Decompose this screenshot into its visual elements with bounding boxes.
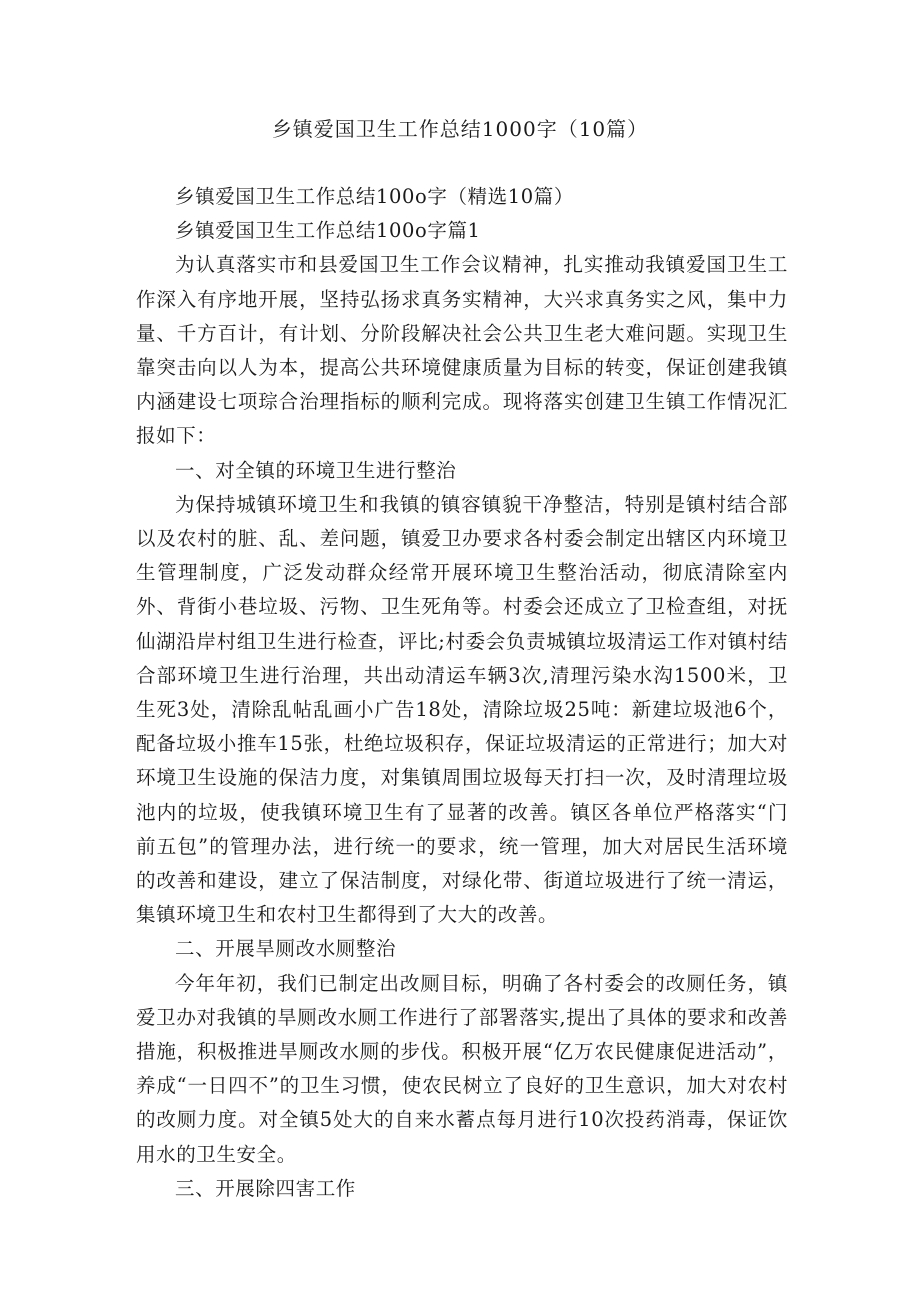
section-paragraph-1: 为保持城镇环境卫生和我镇的镇容镇貌干净整洁，特别是镇村结合部以及农村的脏、乱、差问题，镇爱卫办要求各村委会制定出辖区内环境卫生管理制度，广泛发动群众经常开展环境卫生整治活动，彻底清除室内外、背街小巷垃圾、污物、卫生死角等。村委会还成立了卫检查组，对抚仙湖沿岸村组卫生进行检查，评比;村委会负责城镇垃圾清运工作对镇村结合部环境卫生进行治理，共出动清运车辆3次,清理污染水沟1500米，卫生死3处，清除乱帖乱画小广告18处，清除垃圾25吨：新建垃圾池6个，配备垃圾小推车15张，杜绝垃圾积存，保证垃圾清运的正常进行；加大对环境卫生设施的保洁力度，对集镇周围垃圾每天打扫一次，及时清理垃圾池内的垃圾，使我镇环境卫生有了显著的改善。镇区各单位严格落实“门前五包”的管理办法，进行统一的要求，统一管理，加大对居民生活环境的改善和建设，建立了保洁制度，对绿化带、街道垃圾进行了统一清运，集镇环境卫生和农村卫生都得到了大大的改善。: [136, 492, 788, 927]
intro-paragraph: 为认真落实市和县爱国卫生工作会议精神，扎实推动我镇爱国卫生工作深入有序地开展，坚持弘扬求真务实精神，大兴求真务实之风，集中力量、千方百计，有计划、分阶段解决社会公共卫生老大难问题。实现卫生靠突击向以人为本，提高公共环境健康质量为目标的转变，保证创建我镇内涵建设七项琮合治理指标的顺利完成。现将落实创建卫生镇工作情况汇报如下：: [136, 253, 788, 448]
section-heading-3: 三、开展除四害工作: [175, 1176, 356, 1200]
section-paragraph-2: 今年年初，我们已制定出改厕目标，明确了各村委会的改厕任务，镇爱卫办对我镇的旱厕改水厕工作进行了部署落实,提出了具体的要求和改善措施，积极推进旱厕改水厕的步伐。积极开展“亿万农民健康促进活动”，养成“一日四不”的卫生习惯，使农民树立了良好的卫生意识，加大对农村的改厕力度。对全镇5处大的自来水蓄点每月进行10次投药消毒，保证饮用水的卫生安全。: [136, 971, 788, 1166]
document-body: [136, 180, 788, 1206]
subtitle-selected: 乡镇爱国卫生工作总结100o字（精选10篇）: [175, 185, 574, 208]
document-title: 乡镇爱国卫生工作总结1000字（10篇）: [271, 117, 649, 141]
article-heading: 乡镇爱国卫生工作总结100o字篇1: [175, 219, 481, 243]
section-heading-1: 一、对全镇的环境卫生进行整治: [175, 458, 457, 482]
section-heading-2: 二、开展旱厕改水厕整治: [175, 937, 397, 961]
